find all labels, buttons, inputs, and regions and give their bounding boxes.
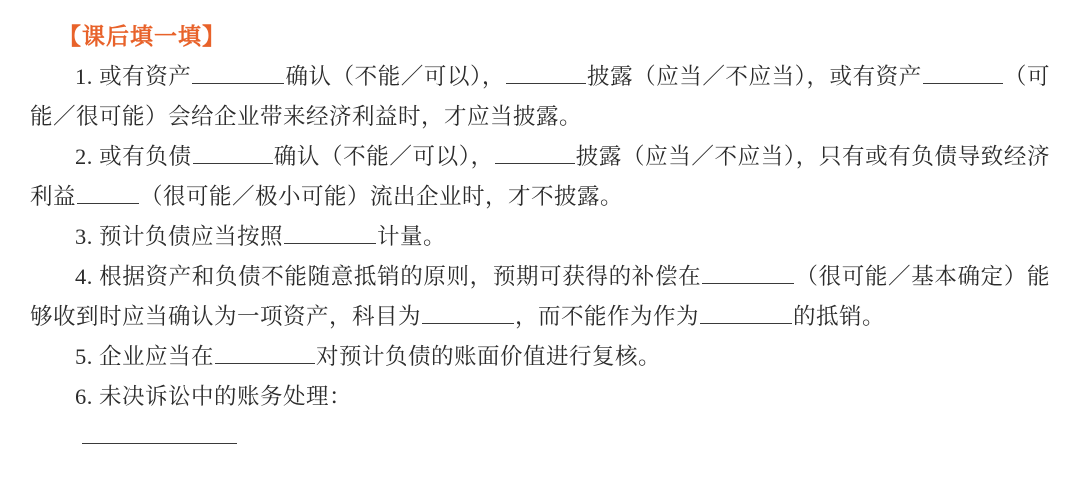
item-text: 或有资产 xyxy=(99,64,192,89)
item-number: 4. xyxy=(75,264,93,289)
fill-in-blank[interactable] xyxy=(700,301,792,324)
item-text: 披露（应当／不应当），只有或有负债导致经济利益 xyxy=(30,144,1050,209)
item-text: 未决诉讼中的账务处理： xyxy=(99,384,353,409)
fill-in-blank[interactable] xyxy=(495,141,575,164)
fill-in-blank[interactable] xyxy=(193,141,273,164)
fill-in-blank[interactable] xyxy=(702,261,794,284)
page-title: 【课后填一填】 xyxy=(58,24,226,49)
fill-in-blank[interactable] xyxy=(923,61,1003,84)
fill-in-blank[interactable] xyxy=(506,61,586,84)
answer-blank-line[interactable] xyxy=(82,443,237,444)
exercise-list xyxy=(30,57,1050,417)
item-text: 预计负债应当按照 xyxy=(99,224,284,249)
item-text: （很可能／基本确定）能够收到时应当确认为一项资产，科目为 xyxy=(30,264,1050,329)
exercise-item xyxy=(30,57,1050,137)
item-number: 6. xyxy=(75,384,93,409)
item-text: 对预计负债的账面价值进行复核。 xyxy=(316,344,662,369)
item-text: 确认（不能／可以）， xyxy=(285,64,505,89)
item-text: ，而不能作为作为 xyxy=(515,304,700,329)
item-number: 3. xyxy=(75,224,93,249)
item-number: 5. xyxy=(75,344,93,369)
item-number: 1. xyxy=(75,64,93,89)
fill-in-blank[interactable] xyxy=(422,301,514,324)
item-text: （很可能／极小可能）流出企业时，才不披露。 xyxy=(140,184,624,209)
item-number: 2. xyxy=(75,144,93,169)
exercise-item xyxy=(30,137,1050,217)
item-text: 的抵销。 xyxy=(793,304,886,329)
exercise-item xyxy=(30,217,1050,257)
item-text: （可能／很可能）会给企业带来经济利益时，才应当披露。 xyxy=(30,64,1050,129)
item-text: 或有负债 xyxy=(99,144,192,169)
item-text: 计量。 xyxy=(377,224,447,249)
item-text: 披露（应当／不应当），或有资产 xyxy=(586,64,922,89)
fill-in-blank[interactable] xyxy=(215,341,315,364)
exercise-item xyxy=(30,257,1050,337)
fill-in-blank[interactable] xyxy=(192,61,284,84)
item-text: 企业应当在 xyxy=(99,344,215,369)
item-text: 确认（不能／可以）， xyxy=(273,144,494,169)
exercise-item xyxy=(30,337,1050,377)
item-text: 根据资产和负债不能随意抵销的原则，预期可获得的补偿在 xyxy=(99,264,702,289)
fill-in-blank[interactable] xyxy=(284,221,376,244)
fill-in-blank[interactable] xyxy=(77,181,139,204)
exercise-item xyxy=(30,377,1050,417)
